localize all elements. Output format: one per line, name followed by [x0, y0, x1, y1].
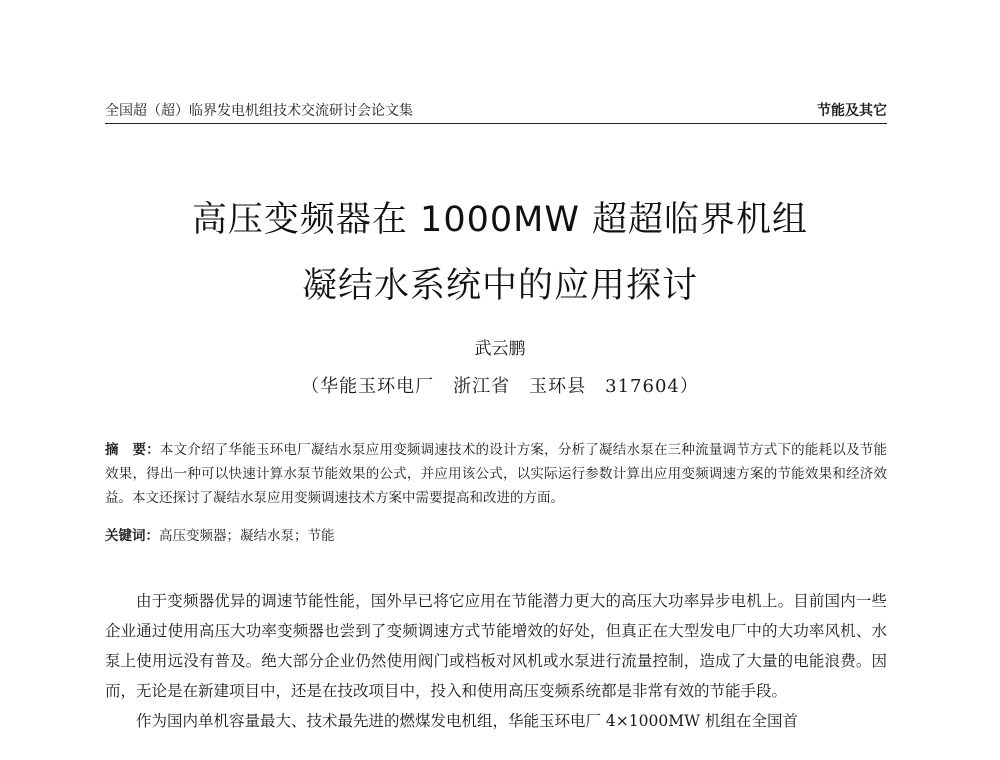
keywords-label: 关键词： — [105, 528, 159, 544]
running-header — [105, 100, 887, 124]
paper-title-line-1: 高压变频器在 1000MW 超超临界机组 — [191, 200, 809, 240]
author-name: 武云鹏 — [474, 339, 526, 359]
header-proceedings-title: 全国超（超）临界发电机组技术交流研讨会论文集 — [105, 103, 413, 119]
abstract-text: 本文介绍了华能玉环电厂凝结水泵应用变频调速技术的设计方案，分析了凝结水泵在三种流量调节方式下的能耗以及节能效果，得出一种可以快速计算水泵节能效果的公式，并应用该公式，以实际运行参数计算出应用变频调速方案的节能效果和经济效益。本文还探讨了凝结水泵应用变频调速技术方案中需要提高和改进的方面。 — [105, 442, 888, 506]
header-section-name: 节能及其它 — [817, 103, 887, 119]
keywords-text: 高压变频器；凝结水泵；节能 — [159, 528, 335, 544]
body-text — [105, 586, 887, 736]
body-paragraph: 作为国内单机容量最大、技术最先进的燃煤发电机组，华能玉环电厂 4×1000MW 机组在全国首 — [136, 712, 798, 730]
abstract-label: 摘 要： — [105, 442, 160, 458]
abstract — [105, 438, 887, 510]
body-paragraph: 由于变频器优异的调速节能性能，国外早已将它应用在节能潜力更大的高压大功率异步电机上。目前国内一些企业通过使用高压大功率变频器也尝到了变频调速方式节能增效的好处，但真正在大型发电厂中的大功率风机、水泵上使用远没有普及。绝大部分企业仍然使用阀门或档板对风机或水泵进行流量控制，造成了大量的电能浪费。因而，无论是在新建项目中，还是在技改项目中，投入和使用高压变频系统都是非常有效的节能手段。 — [105, 592, 887, 700]
paper-title-line-2: 凝结水系统中的应用探讨 — [301, 266, 698, 306]
keywords — [105, 524, 887, 548]
author-affiliation: （华能玉环电厂 浙江省 玉环县 317604） — [301, 376, 699, 397]
